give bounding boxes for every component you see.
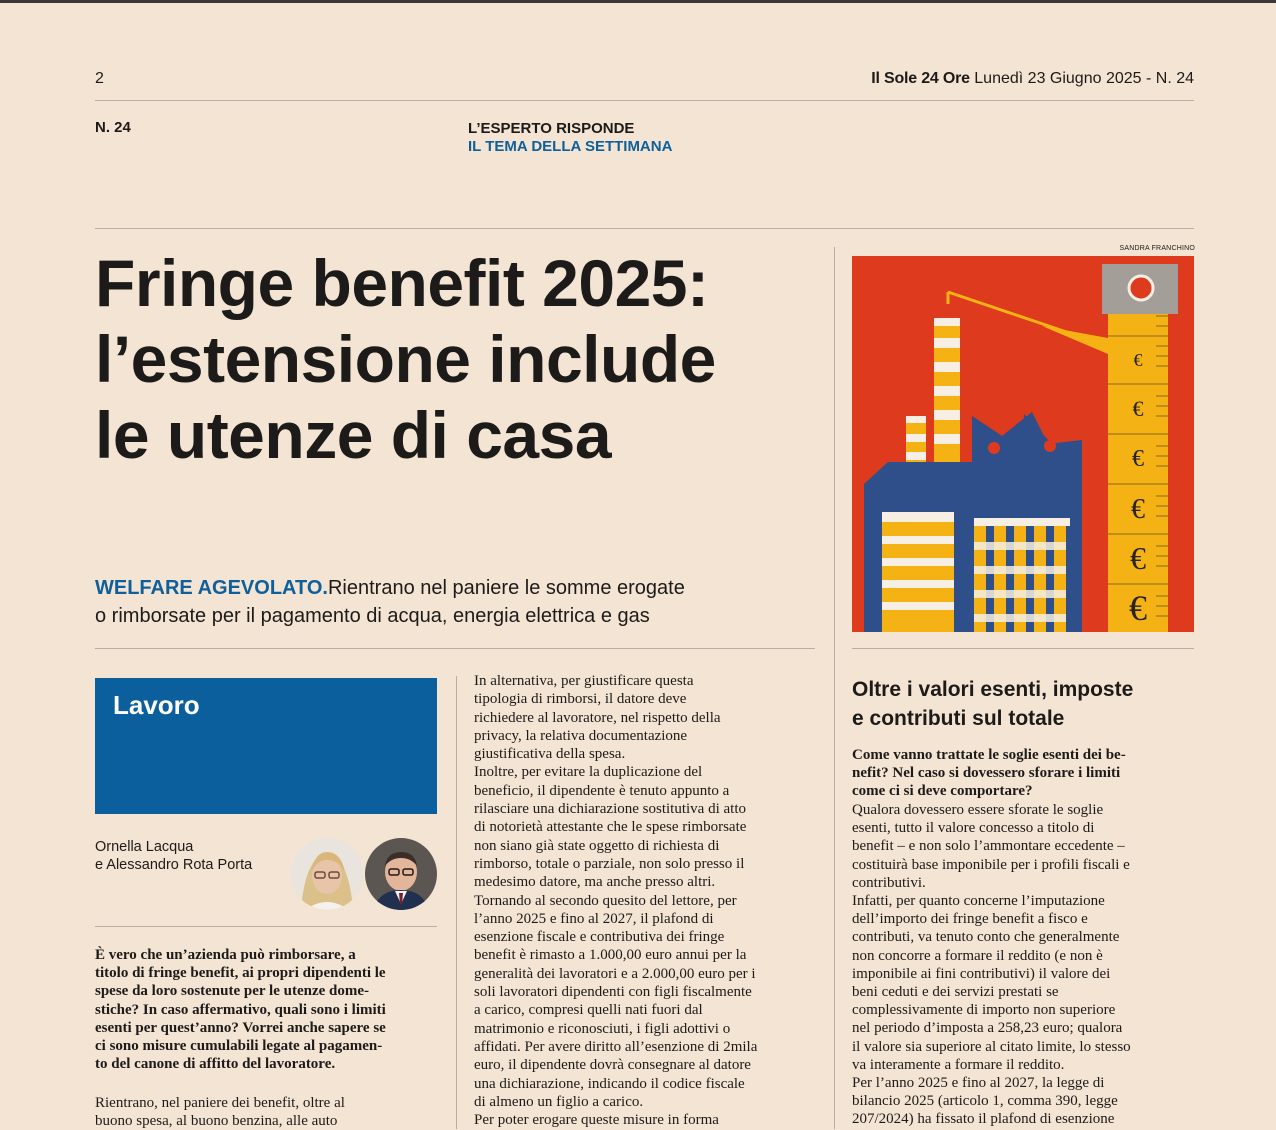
question-line: stiche? In caso affermativo, quali sono i limiti <box>95 1001 386 1018</box>
body-line: richiedere al lavoratore, nel rispetto della <box>474 709 721 726</box>
body-line: contributi, va tenuto conto che generalmente <box>852 929 1120 946</box>
sidebar-divider <box>852 648 1194 649</box>
answer-start <box>95 1094 437 1130</box>
factory-illustration <box>852 256 1194 632</box>
short-chimney <box>906 416 926 468</box>
question-line: come ci si deve comportare? <box>852 783 1033 800</box>
body-line: contributivi. <box>852 874 926 891</box>
body-line: rimborso, totale o parziale, non solo presso il <box>474 855 745 872</box>
byline-divider <box>95 926 437 927</box>
subhead-divider <box>95 648 815 649</box>
body-line: Per poter erogare queste misure in forma <box>474 1112 719 1129</box>
avatar <box>365 838 437 910</box>
page-number: 2 <box>95 70 104 87</box>
section-box <box>95 678 437 814</box>
sidebar-heading-line: Oltre i valori esenti, imposte <box>852 678 1134 701</box>
body-line: privacy, la relativa documentazione <box>474 727 688 744</box>
body-line: giustificativa della spesa. <box>474 746 626 763</box>
body-line: non siano già state oggetto di richiesta di <box>474 837 720 854</box>
body-line: generalità dei lavoratori e a 2.000,00 euro per i <box>474 965 756 982</box>
body-line: una dichiarazione, indicando il codice fiscale <box>474 1075 745 1092</box>
body-line: va interamente a formare il reddito. <box>852 1056 1065 1073</box>
top-border <box>0 0 1276 3</box>
illustration-credit: SANDRA FRANCHINO <box>1119 245 1195 252</box>
rubric-title: L’ESPERTO RISPONDE <box>468 120 635 137</box>
body-line: esenti, tutto il valore concesso a titolo di <box>852 820 1095 837</box>
euro-icon: € <box>1130 540 1146 576</box>
body-line: benefit è rimasto a 1.000,00 euro annui per la <box>474 947 747 964</box>
body-line: complessivamente di importo non superiore <box>852 1002 1116 1019</box>
body-line: euro, il dipendente dovrà consegnare al datore <box>474 1057 751 1074</box>
question-line: È vero che un’azienda può rimborsare, a <box>95 947 356 963</box>
section-divider <box>95 228 1194 229</box>
masthead <box>871 70 1194 88</box>
avatar <box>291 838 363 910</box>
body-line: l’anno 2025 e fino al 2027, il plafond di <box>474 910 714 927</box>
brand-name: Il Sole 24 Ore <box>871 70 970 87</box>
body-line: medesimo datore, ma anche presso altri. <box>474 874 716 891</box>
body-line: Infatti, per quanto concerne l’imputazione <box>852 893 1105 910</box>
body-line: buono spesa, al buono benzina, alle auto <box>95 1113 338 1130</box>
body-line: Rientrano, nel paniere dei benefit, oltre al <box>95 1095 345 1111</box>
header-divider <box>95 100 1194 101</box>
body-line: In alternativa, per giustificare questa <box>474 673 694 689</box>
body-line: soli lavoratori dipendenti con figli fiscalmente <box>474 984 752 1001</box>
question-line: esenti per quest’anno? Vorrei anche sapere se <box>95 1019 386 1036</box>
body-line: imponibile ai fini contributivi) il valore dei <box>852 965 1111 982</box>
body-line: beneficio, il dipendente è tenuto appunto a <box>474 782 730 799</box>
author-photo-woman <box>291 838 363 910</box>
author-byline <box>95 838 252 874</box>
reader-question <box>95 946 437 1073</box>
column-divider <box>834 247 835 1129</box>
euro-icon: € <box>1132 446 1144 472</box>
euro-icon: € <box>1129 588 1147 628</box>
sidebar-heading <box>852 675 1197 733</box>
question-line: Come vanno trattate le soglie esenti dei be- <box>852 747 1126 763</box>
body-line: beni ceduti e dei servizi prestati se <box>852 984 1059 1001</box>
euro-icon: € <box>1133 350 1143 370</box>
body-line: esenzione fiscale e contributiva dei fringe <box>474 929 725 946</box>
subheadline <box>95 575 795 630</box>
body-line: benefit – e non solo l’ammontare eccedente – <box>852 838 1125 855</box>
body-line: affidati. Per avere diritto all’esenzione di 2mila <box>474 1038 758 1055</box>
issue-date: Lunedì 23 Giugno 2025 - N. 24 <box>974 70 1194 87</box>
body-line: matrimonio e riconosciuti, i figli adottivi o <box>474 1020 731 1037</box>
body-line: a carico, compresi quelli nati fuori dal <box>474 1002 703 1019</box>
body-line: costituirà base imponibile per i profili fiscali e <box>852 856 1130 873</box>
sidebar-heading-line: e contributi sul totale <box>852 707 1065 730</box>
author-name: Ornella Lacqua <box>95 839 194 855</box>
tall-chimney <box>934 318 960 468</box>
body-line: Tornando al secondo quesito del lettore, per <box>474 892 737 909</box>
question-line: to del canone di affitto del lavoratore. <box>95 1056 336 1073</box>
issue-label: N. 24 <box>95 119 131 136</box>
headline-line: l’estensione include <box>95 322 716 396</box>
body-line: di notorietà attestante che le spese rimborsate <box>474 819 747 836</box>
column-divider <box>456 676 457 1129</box>
article-column-2 <box>474 672 819 1129</box>
question-line: ci sono misure cumulabili legate al pagamen- <box>95 1038 383 1055</box>
author-name: e Alessandro Rota Porta <box>95 857 253 873</box>
body-line: 207/2024) ha fissato il plafond di esenzione <box>852 1111 1115 1128</box>
question-line: spese da loro sostenute per le utenze dome- <box>95 983 369 1000</box>
rubric <box>468 120 672 156</box>
sidebar-answer <box>852 801 1197 1129</box>
body-line: rilasciare una dichiarazione sostitutiva di atto <box>474 801 746 818</box>
author-photo-man <box>365 838 437 910</box>
question-line: titolo di fringe benefit, ai propri dipendenti le <box>95 965 386 982</box>
euro-icon: € <box>1131 494 1145 525</box>
body-line: Qualora dovessero essere sforate le soglie <box>852 802 1104 818</box>
body-line: tipologia di rimborsi, il datore deve <box>474 691 687 708</box>
body-line: il valore sia superiore al citato limite, lo stesso <box>852 1038 1131 1055</box>
sidebar-question <box>852 746 1197 801</box>
body-line: dell’importo dei fringe benefit a fisco e <box>852 911 1088 928</box>
section-label: Lavoro <box>113 690 200 720</box>
body-line: Per l’anno 2025 e fino al 2027, la legge di <box>852 1075 1105 1092</box>
subhead-line: Rientrano nel paniere le somme erogate <box>327 577 685 599</box>
body-line: non concorre a formare il reddito (e non è <box>852 947 1103 964</box>
headline-line: Fringe benefit 2025: <box>95 246 709 320</box>
illustration <box>852 256 1194 632</box>
body-line: nel periodo d’imposta a 258,23 euro; qualora <box>852 1020 1123 1037</box>
headline <box>95 245 815 473</box>
kicker: WELFARE AGEVOLATO. <box>95 577 328 599</box>
headline-line: le utenze di casa <box>95 398 612 472</box>
question-line: nefit? Nel caso si dovessero sforare i limiti <box>852 765 1121 782</box>
rubric-subtitle: IL TEMA DELLA SETTIMANA <box>468 138 673 155</box>
euro-icon: € <box>1132 396 1144 421</box>
body-line: di almeno un figlio a carico. <box>474 1093 644 1110</box>
body-line: Inoltre, per evitare la duplicazione del <box>474 764 703 781</box>
body-line: bilancio 2025 (articolo 1, comma 390, legge <box>852 1093 1118 1110</box>
subhead-line: o rimborsate per il pagamento di acqua, energia elettrica e gas <box>95 604 650 627</box>
